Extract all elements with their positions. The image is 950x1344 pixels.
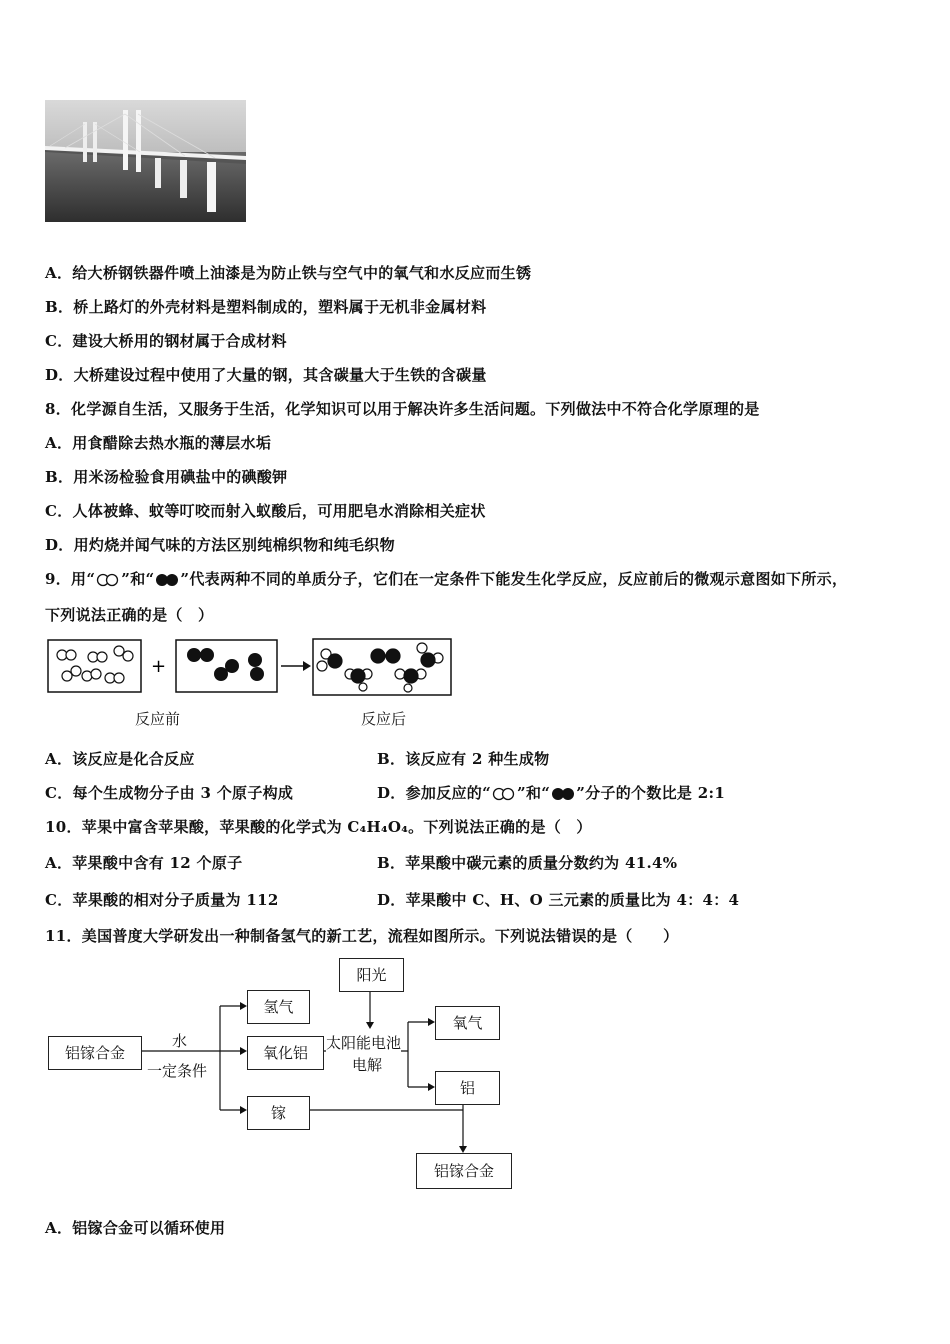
q9-option-c: C．每个生成物分子由 3 个原子构成 bbox=[45, 784, 294, 802]
flow-process-electrolysis: 电解 bbox=[352, 1056, 383, 1074]
plus-sign: + bbox=[151, 656, 167, 677]
flow-condition-water: 水 bbox=[172, 1032, 188, 1050]
flow-oxygen-label: 氧气 bbox=[452, 1014, 483, 1032]
black-molecule-icon bbox=[154, 573, 180, 587]
q10-option-b: B．苹果酸中碳元素的质量分数约为 41.4% bbox=[377, 854, 678, 872]
white-molecule-icon bbox=[491, 787, 517, 801]
reactant-a-box bbox=[48, 640, 141, 692]
flow-process-solar: 太阳能电池 bbox=[326, 1034, 402, 1052]
q9-stem-line2: 下列说法正确的是（ ） bbox=[45, 606, 214, 624]
flow-end-label: 铝镓合金 bbox=[433, 1162, 494, 1180]
q7-option-d: D．大桥建设过程中使用了大量的钢，其含碳量大于生铁的含碳量 bbox=[45, 366, 487, 384]
bridge-photo bbox=[45, 100, 246, 222]
flow-alumina-label: 氧化铝 bbox=[262, 1044, 308, 1062]
flow-hydrogen-label: 氢气 bbox=[263, 998, 294, 1016]
q8-option-b: B．用米汤检验食用碘盐中的碘酸钾 bbox=[45, 468, 288, 486]
flow-gallium-label: 镓 bbox=[270, 1104, 286, 1122]
q7-option-b: B．桥上路灯的外壳材料是塑料制成的，塑料属于无机非金属材料 bbox=[45, 298, 487, 316]
q7-option-a: A．给大桥钢铁器件喷上油漆是为防止铁与空气中的氧气和水反应而生锈 bbox=[45, 264, 532, 282]
q8-stem: 8．化学源自生活，又服务于生活，化学知识可以用于解决许多生活问题。下列做法中不符合化学原理的是 bbox=[45, 400, 760, 418]
flow-condition-text: 一定条件 bbox=[147, 1062, 208, 1080]
q8-option-a: A．用食醋除去热水瓶的薄层水垢 bbox=[45, 434, 272, 452]
q9-option-b: B．该反应有 2 种生成物 bbox=[377, 750, 550, 768]
white-molecule-icon bbox=[95, 573, 121, 587]
q11-stem: 11．美国普度大学研发出一种制备氢气的新工艺，流程如图所示。下列说法错误的是（ ） bbox=[45, 927, 679, 945]
q10-option-a: A．苹果酸中含有 12 个原子 bbox=[45, 854, 243, 872]
q9-option-a: A．该反应是化合反应 bbox=[45, 750, 195, 768]
q10-stem: 10．苹果中富含苹果酸，苹果酸的化学式为 C₄H₄O₄。下列说法正确的是（ ） bbox=[45, 818, 592, 836]
q8-option-c: C．人体被蜂、蚊等叮咬而射入蚁酸后，可用肥皂水消除相关症状 bbox=[45, 502, 486, 520]
flow-sunlight-label: 阳光 bbox=[356, 966, 387, 984]
q11-option-a: A．铝镓合金可以循环使用 bbox=[45, 1219, 226, 1237]
q9-stem: 9．用“ ”和“ ”代表两种不同的单质分子，它们在一定条件下能发生化学反应，反应前后的微观示意图如下所示， bbox=[45, 570, 848, 588]
q9-option-d: D．参加反应的“ ”和“ ”分子的个数比是 2:1 bbox=[377, 784, 726, 802]
label-before-reaction: 反应前 bbox=[135, 710, 181, 728]
q8-option-d: D．用灼烧并闻气味的方法区别纯棉织物和纯毛织物 bbox=[45, 536, 395, 554]
reaction-diagram bbox=[45, 636, 455, 698]
flow-aluminum-label: 铝 bbox=[459, 1079, 475, 1097]
black-molecule-icon bbox=[550, 787, 576, 801]
flow-start-label: 铝镓合金 bbox=[64, 1044, 125, 1062]
q7-option-c: C．建设大桥用的钢材属于合成材料 bbox=[45, 332, 287, 350]
label-after-reaction: 反应后 bbox=[361, 710, 407, 728]
q10-option-c: C．苹果酸的相对分子质量为 112 bbox=[45, 891, 279, 909]
q10-option-d: D．苹果酸中 C、H、O 三元素的质量比为 4：4：4 bbox=[377, 891, 740, 909]
